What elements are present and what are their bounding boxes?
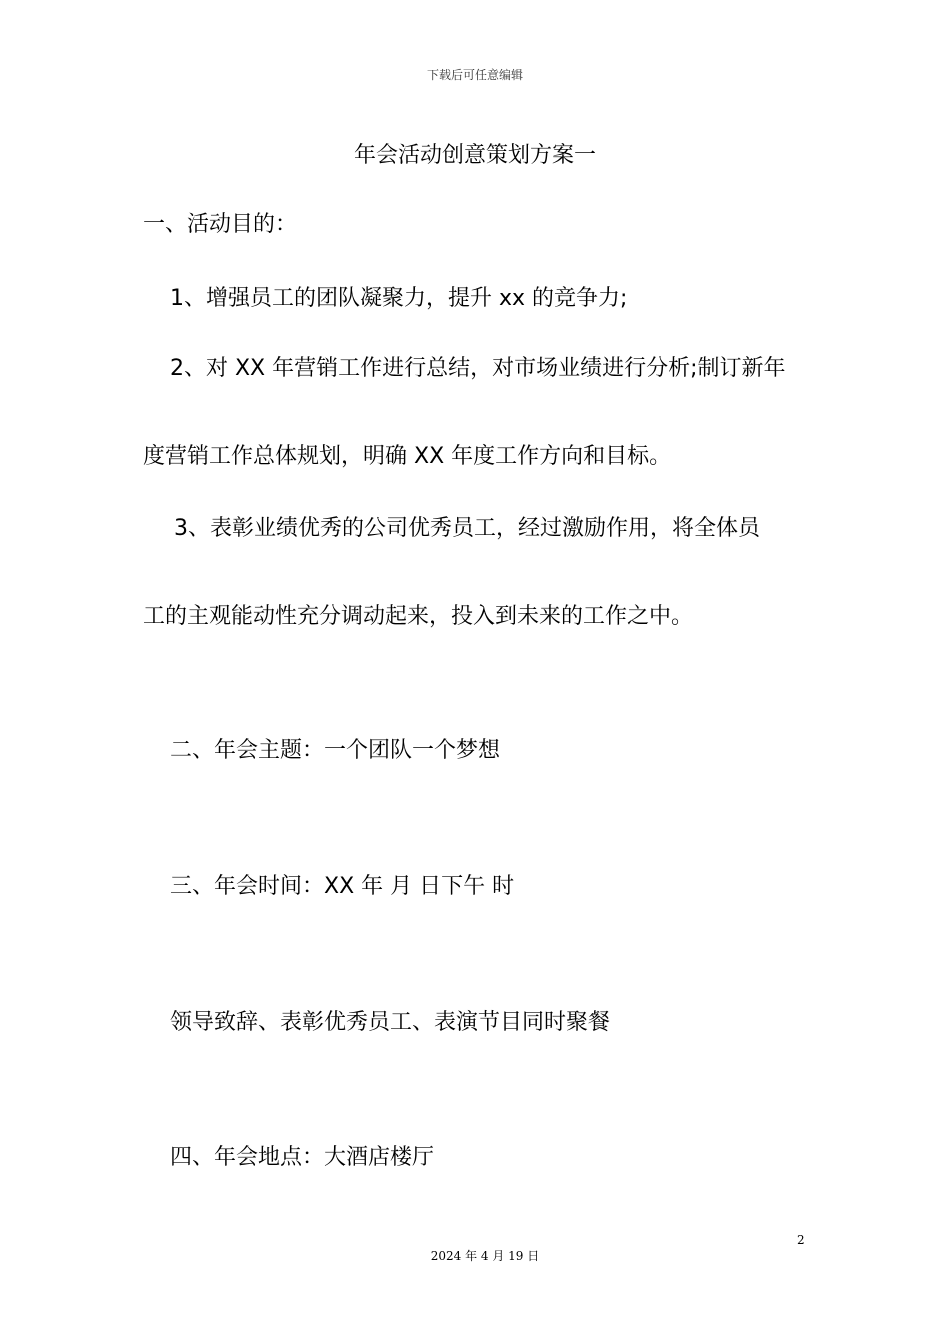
paragraph-item-3-line-2: 工的主观能动性充分调动起来，投入到未来的工作之中。 bbox=[143, 604, 694, 629]
header-note: 下载后可任意编辑 bbox=[426, 68, 523, 82]
footer-date: 2024 年 4 月 19 日 bbox=[430, 1249, 540, 1263]
document-title: 年会活动创意策划方案一 bbox=[353, 143, 596, 168]
paragraph-item-3-line-1: 3、表彰业绩优秀的公司优秀员工，经过激励作用，将全体员 bbox=[174, 516, 760, 541]
section-heading-theme: 二、年会主题：一个团队一个梦想 bbox=[170, 738, 501, 763]
section-heading-location: 四、年会地点：大酒店楼厅 bbox=[170, 1145, 435, 1170]
paragraph-item-1: 1、增强员工的团队凝聚力，提升 xx 的竞争力; bbox=[170, 286, 628, 311]
paragraph-item-2-line-1: 2、对 XX 年营销工作进行总结，对市场业绩进行分析;制订新年 bbox=[170, 356, 786, 381]
section-heading-time: 三、年会时间：XX 年 月 日下午 时 bbox=[170, 874, 515, 899]
section-heading-purpose: 一、活动目的： bbox=[143, 212, 298, 237]
paragraph-program: 领导致辞、表彰优秀员工、表演节目同时聚餐 bbox=[170, 1010, 611, 1035]
page-number: 2 bbox=[797, 1233, 805, 1247]
paragraph-item-2-line-2: 度营销工作总体规划，明确 XX 年度工作方向和目标。 bbox=[143, 444, 672, 469]
